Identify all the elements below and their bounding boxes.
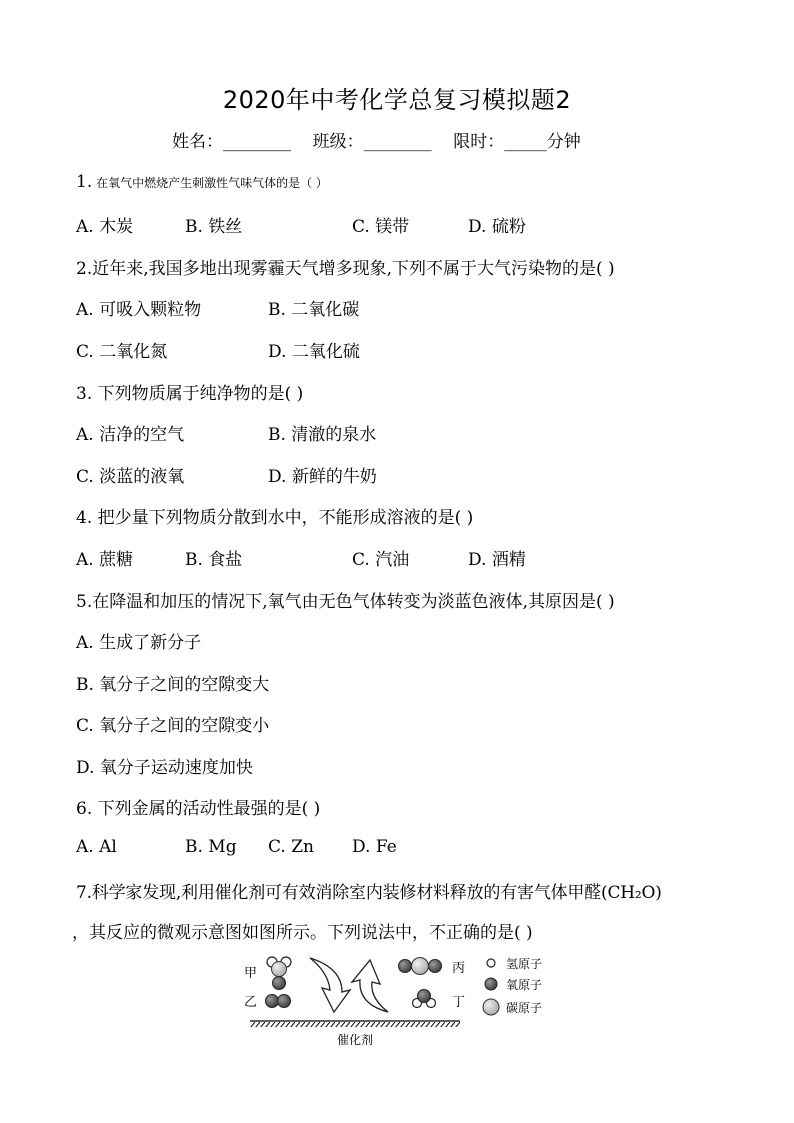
question-1-number: 1. [76, 172, 93, 192]
q6-option-b: B. Mg [185, 837, 237, 857]
class-field: 班级：________ [312, 132, 432, 152]
q1-option-c: C. 镁带 [352, 217, 410, 237]
reaction-diagram-svg [230, 950, 560, 1050]
legend-h-label: 氢原子 [506, 957, 543, 971]
o-atom-2 [429, 960, 442, 973]
q3-option-b: B. 清澈的泉水 [268, 425, 377, 445]
q3-option-a: A. 洁净的空气 [76, 425, 185, 445]
q4-option-d: D. 酒精 [468, 550, 526, 570]
question-1-text: 在氧气中燃烧产生刺激性气味气体的是（ ） [96, 176, 328, 190]
legend-o-icon [485, 978, 497, 990]
question-1-stem [76, 172, 328, 192]
q5-option-a: A. 生成了新分子 [76, 633, 202, 653]
q1-option-d: D. 硫粉 [468, 217, 526, 237]
o-atom-2 [278, 995, 291, 1008]
q5-option-d: D. 氧分子运动速度加快 [76, 758, 253, 778]
q2-option-a: A. 可吸入颗粒物 [76, 300, 202, 320]
q6-option-a: A. Al [76, 837, 117, 857]
q1-option-a: A. 木炭 [76, 217, 134, 237]
reaction-diagram [230, 950, 560, 1050]
q3-option-c: C. 淡蓝的液氧 [76, 467, 185, 487]
o-atom [418, 990, 431, 1003]
o-atom [273, 977, 286, 990]
q2-option-d: D. 二氧化硫 [268, 342, 360, 362]
name-field: 姓名：________ [172, 132, 291, 152]
q1-option-b: B. 铁丝 [185, 217, 243, 237]
catalyst-label: 催化剂 [337, 1033, 374, 1047]
q5-option-b: B. 氧分子之间的空隙变大 [76, 675, 270, 695]
q4-option-c: C. 汽油 [352, 550, 410, 570]
molecule-yi [266, 995, 291, 1008]
question-2-stem: 2.近年来,我国多地出现雾霾天气增多现象,下列不属于大气污染物的是( ) [76, 259, 615, 279]
molecule-bing [399, 958, 442, 975]
curved-arrow-up-icon [352, 960, 388, 1012]
question-7-stem-line1: 7.科学家发现,利用催化剂可有效消除室内装修材料释放的有害气体甲醛(CH₂O) [76, 883, 662, 903]
label-ding: 丁 [452, 995, 466, 1010]
legend [483, 957, 542, 1015]
label-jia: 甲 [244, 966, 258, 981]
label-bing: 丙 [452, 961, 466, 976]
info-line [172, 127, 581, 152]
q3-option-d: D. 新鲜的牛奶 [268, 467, 377, 487]
question-6-stem: 6. 下列金属的活动性最强的是( ) [76, 799, 321, 819]
curved-arrow-down-icon [310, 958, 350, 1012]
time-field: 限时：_____分钟 [453, 132, 581, 152]
page-title: 2020年中考化学总复习模拟题2 [222, 86, 572, 114]
q2-option-c: C. 二氧化氮 [76, 342, 168, 362]
question-5-stem: 5.在降温和加压的情况下,氧气由无色气体转变为淡蓝色液体,其原因是( ) [76, 592, 615, 612]
q2-option-b: B. 二氧化碳 [268, 300, 360, 320]
q5-option-c: C. 氧分子之间的空隙变小 [76, 716, 270, 736]
molecule-jia [267, 957, 291, 990]
catalyst-surface-hatch [250, 1022, 460, 1027]
question-7-stem-line2: ，其反应的微观示意图如图所示。下列说法中，不正确的是( ) [72, 923, 533, 943]
label-yi: 乙 [244, 995, 258, 1010]
molecule-ding [413, 990, 436, 1008]
o-atom-1 [266, 995, 279, 1008]
q4-option-a: A. 蔗糖 [76, 550, 134, 570]
legend-o-label: 氧原子 [506, 978, 543, 992]
q6-option-c: C. Zn [268, 837, 314, 857]
c-atom [272, 962, 287, 977]
o-atom-1 [399, 960, 412, 973]
legend-h-icon [487, 959, 495, 967]
q4-option-b: B. 食盐 [185, 550, 243, 570]
legend-c-label: 碳原子 [506, 1001, 543, 1015]
q6-option-d: D. Fe [352, 837, 397, 857]
question-4-stem: 4. 把少量下列物质分散到水中，不能形成溶液的是( ) [76, 508, 474, 528]
legend-c-icon [483, 999, 499, 1015]
c-atom [412, 958, 429, 975]
question-3-stem: 3. 下列物质属于纯净物的是( ) [76, 384, 304, 404]
